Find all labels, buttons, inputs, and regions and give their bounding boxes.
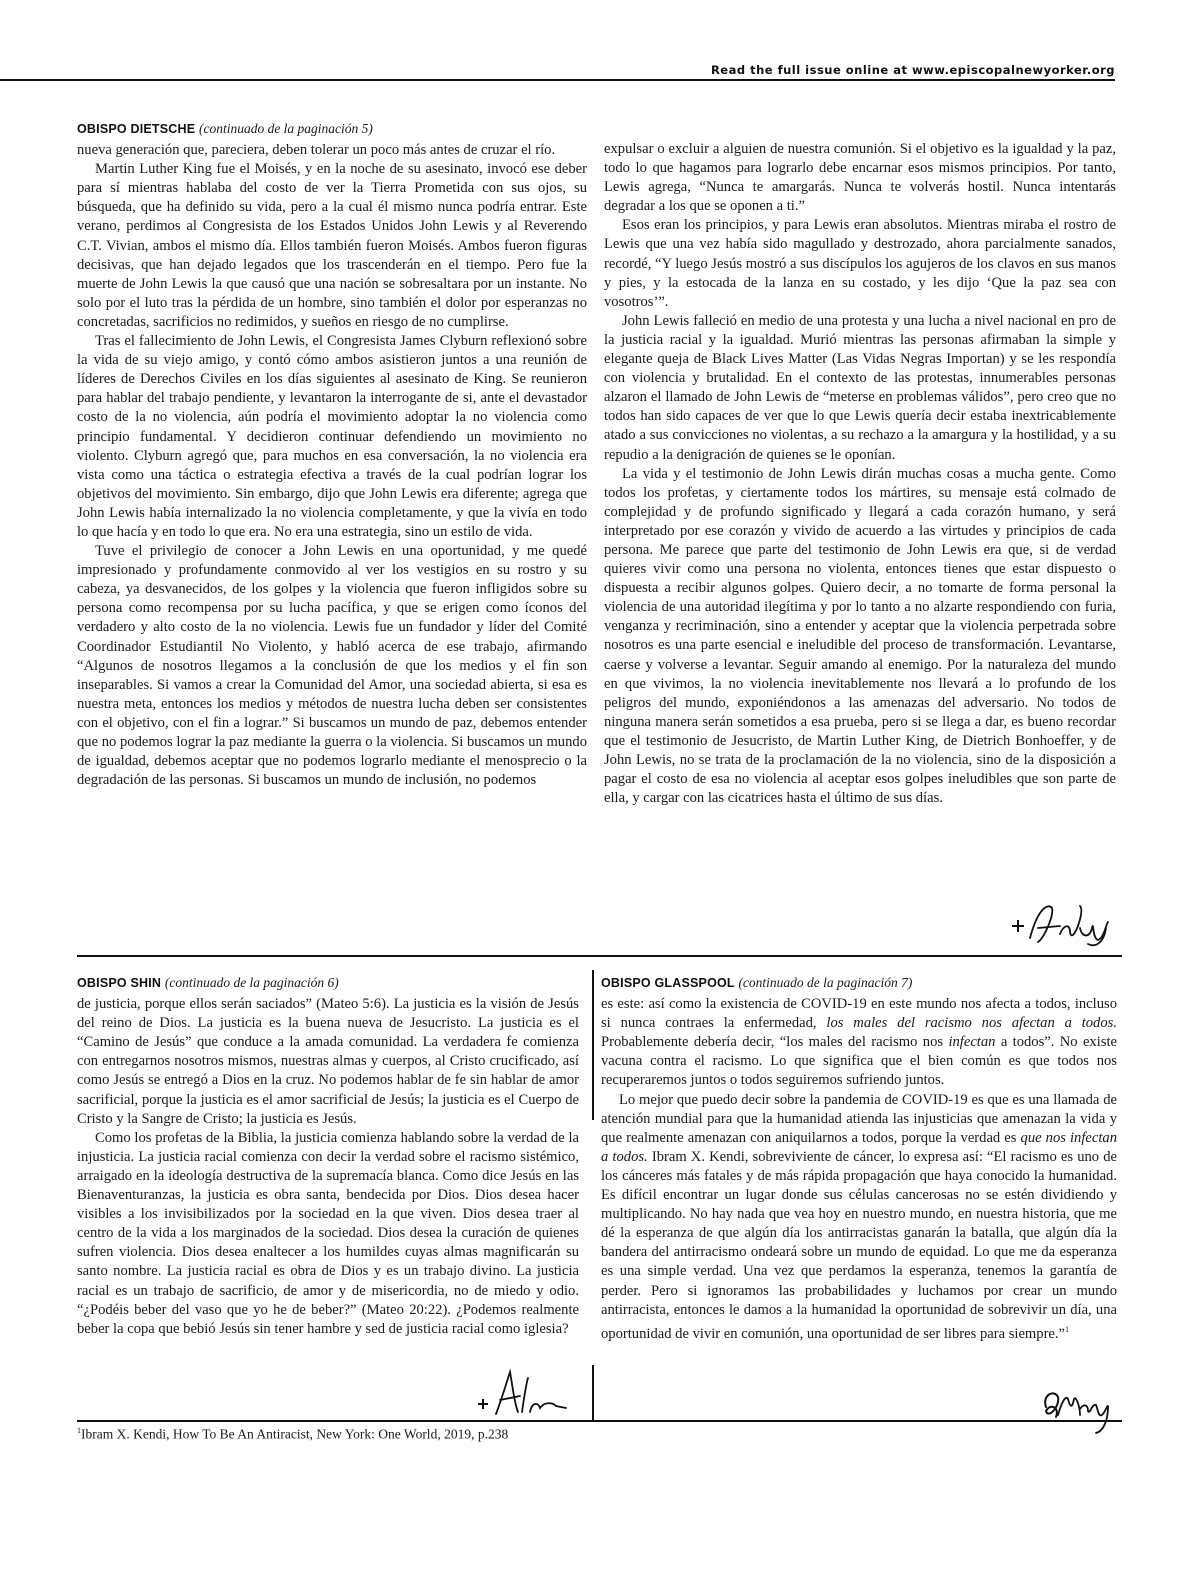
paragraph: Tuve el privilegio de conocer a John Lewis en una oportunidad, y me quedé impresionado y profundamente conmovido al ver los vestigios en su rostro y su cabeza, ya desvanecidos, de los golpes y la violencia que fueron infligidos sobre su persona como recompensa por su lucha pacífica, y que se erigen como íconos del verdadero y alto costo de la no violencia. Lewis fue un fundador y líder del Comité Coordinador Estudiantil No Violento, y habló acerca de ese trabajo, afirmando “Algunos de nosotros llegamos a la conclusión de que los medios y el fin son inseparables. Si vamos a crear la Comunidad del Amor, una sociedad abierta, si esa es nuestra meta, entonces los medios y métodos de nuestra lucha deben ser consistentes con el objetivo, con el fin a lograr.” Si buscamos un mundo de paz, debemos entender que no podemos lograr la paz mediante la guerra o la violencia. Si buscamos un mundo de igualdad, debemos aceptar que no podemos lograrlo mediante el menosprecio o la degradación de las personas. Si buscamos un mundo de inclusión, no podemos <box>77 543 587 789</box>
shin-column <box>77 973 579 1339</box>
dietsche-right-column <box>604 140 1116 808</box>
header-rule <box>0 79 1115 81</box>
paragraph: Como los profetas de la Biblia, la justicia comienza hablando sobre la verdad de la injusticia. La justicia racial comienza con decir la verdad sobre el racismo sistémico, arraigado en la ideología destructiva de la supremacía blanca. Como dice Jesús en las Bienaventuranzas, la justicia es obra santa, bendecida por Dios. Dios desea hacer visibles a los invisibilizados por la sociedad en la que viven. Dios desea traer al centro de la vida a los marginados de la sociedad. Dios desea la curación de quienes sufren violencia. Dios desea enaltecer a los humildes cuyas almas magnificarán su santo nombre. La justicia racial es obra de Dios y es un trabajo divino. La justicia racial es un trabajo de sacrificio, de amor y de misericordia, no de miedo y odio. “¿Podéis beber del vaso que yo he de beber?” (Mateo 20:22). ¿Podemos realmente beber la copa que bebió Jesús sin tener hambre y sed de justicia racial como iglesia? <box>77 1129 579 1337</box>
paragraph: de justicia, porque ellos serán saciados” (Mateo 5:6). La justicia es la visión de Jesús del reino de Dios. La justicia es la buena nueva de Jesucristo. La justicia es el “Camino de Jesús” que conduce a la amada comunidad. La verdadera fe comienza con entregarnos nosotros mismos, nuestras almas y cuerpos, al Cristo crucificado, así como Jesús se entregó a Dios en la cruz. No podemos hablar de fe sin hablar de amor sacrificial, porque la justicia es el amor sacrificial de Jesús; la justicia es el Cuerpo de Cristo y la Sangre de Cristo; la justicia es Jesús. <box>77 996 579 1127</box>
dietsche-continued: (continuado de la paginación 5) <box>198 121 373 136</box>
allen-signature <box>474 1368 569 1418</box>
shin-heading: OBISPO SHIN <box>77 976 162 990</box>
paragraph: nueva generación que, pareciera, deben tolerar un poco más antes de cruzar el río. <box>77 142 556 159</box>
paragraph: Martin Luther King fue el Moisés, y en la noche de su asesinato, invocó ese deber para sí mientras hablaba del costo de ver la Tierra Prometida con sus ojos, su búsqueda, que ha definido su vida, pero a la cual él mismo nunca podría entrar. Este verano, perdimos al Congresista de los Estados Unidos John Lewis y al Reverendo C.T. Vivian, ambos el mismo día. Ellos también fueron Moisés. Ambos fueron figuras decisivas, que han dejado legados que los trascenderán en el tiempo. Pero fue la muerte de John Lewis la que causó que una nación se sobresaltara por un instante. No solo por el luto tras la pérdida de un hombre, sino también el dolor por esperanzas no concretadas, sacrificios no redimidos, y sueños en riesgo de no cumplirse. <box>77 161 587 330</box>
paragraph: es este: así como la existencia de COVID-19 en este mundo nos afecta a todos, incluso si nunca contraes la enfermedad, los males del racismo nos afectan a todos. Probablemente debería decir, “los males del racismo nos infectan a todos”. No existe vacuna contra el racismo. Lo que significa que el bien común es que todos nos recuperaremos juntos o todos seguiremos sufriendo juntos. <box>601 996 1117 1089</box>
andy-signature <box>1008 898 1118 948</box>
mary-signature <box>1040 1385 1115 1435</box>
glasspool-heading: OBISPO GLASSPOOL <box>601 976 735 990</box>
paragraph: Esos eran los principios, y para Lewis eran absolutos. Mientras miraba el rostro de Lewis que una vez había sido magullado y destrozado, ahora parcialmente sanados, recordé, “Y luego Jesús mostró a sus discípulos los agujeros de los clavos en sus manos y pies, y la estocada de la lanza en su costado, y les dijo ‘Que la paz sea con vosotros’”. <box>604 217 1116 310</box>
dietsche-heading: OBISPO DIETSCHE <box>77 122 196 136</box>
footnote-rule <box>77 1420 1122 1422</box>
paragraph: Lo mejor que puedo decir sobre la pandemia de COVID-19 es que es una llamada de atención mundial para que la humanidad atienda las injusticias que amenazan la vida y que realmente amenazan con aniquilarnos a todos, porque la verdad es que nos infectan a todos. Ibram X. Kendi, sobreviviente de cáncer, lo expresa así: “El racismo es uno de los cánceres más fatales y de más rápida propagación que haya conocido la humanidad. Es difícil encontrar un lugar donde sus células cancerosas no se estén dividiendo y multiplicando. No hay nada que vea hoy en nuestro mundo, en nuestra historia, que me dé la esperanza de que algún día los antirracistas ganarán la batalla, que algún día la bandera del antirracismo ondeará sobre un mundo de equidad. Lo que me da esperanza es una simple verdad. Una vez que perdamos la esperanza, tenemos la garantía de perder. Pero si ignoramos las probabilidades y luchamos por crear un mundo antirracista, entonces le damos a la humanidad la oportunidad de sobrevivir un día, una oportunidad de vivir en comunión, una oportunidad de ser libres para siempre.”$^1$ <box>601 1091 1117 1342</box>
column-divider <box>592 1365 594 1421</box>
footnote <box>77 1426 508 1443</box>
section-divider <box>77 955 1122 957</box>
shin-continued: (continuado de la paginación 6) <box>164 975 339 990</box>
footnote-text: Ibram X. Kendi, How To Be An Antiracist, New York: One World, 2019, p.238 <box>81 1426 509 1442</box>
footnote-number: 1 <box>77 1426 81 1435</box>
glasspool-column <box>601 973 1117 1344</box>
paragraph: John Lewis falleció en medio de una protesta y una lucha a nivel nacional en pro de la justicia racial y la igualdad. Murió mientras las personas afirmaban la simple y elegante queja de Black Lives Matter (Las Vidas Negras Importan) y se les respondía con violencia y brutalidad. En el contexto de las protestas, innumerables personas alzaron el llamado de John Lewis de “meterse en problemas válidos”, pero creo que no todos han sido capaces de ver que lo que Lewis quería decir estaba inextricablemente atado a sus convicciones no violentas, a su rechazo a la amargura y la hostilidad, y a su repudio a la denigración de quienes se le oponían. <box>604 312 1116 463</box>
glasspool-continued: (continuado de la paginación 7) <box>738 975 913 990</box>
paragraph: Tras el fallecimiento de John Lewis, el Congresista James Clyburn reflexionó sobre la vida de su viejo amigo, y contó cómo ambos asistieron juntos a una reunión de líderes de Derechos Civiles en los días siguientes al asesinato de King. Se reunieron para hablar del trabajo pendiente, y levantaron la interrogante de si, ante el devastador costo de la no violencia, aún podría el movimiento adoptar la no violencia como principio fundamental. Y decidieron continuar defendiendo un movimiento no violento. Clyburn agregó que, para muchos en esa conversación, la no violencia era vista como una táctica o estrategia efectiva a través de la cual podrían lograr los objetivos del movimiento. Sin embargo, dijo que John Lewis era diferente; agrega que John Lewis había internalizado la no violencia completamente, y que la vivía en todo lo que hacía y en todo lo que era. No era una estrategia, sino un estilo de vida. <box>77 333 587 540</box>
website-link[interactable]: Read the full issue online at www.episcopalnewyorker.org <box>710 63 1115 77</box>
paragraph: La vida y el testimonio de John Lewis dirán muchas cosas a mucha gente. Como todos los profetas, y ciertamente todos los mártires, su mensaje está colmado de complejidad y de profundo significado y llegará a cada corazón humano, y será interpretado por ese corazón y vivido de acuerdo a las virtudes y principios de cada persona. Me parece que parte del testimonio de John Lewis era que, si de verdad quieres vivir como una persona no violenta, entonces tienes que estar dispuesto o dispuesta a recibir algunos golpes. Quiero decir, a no tomarte de forma personal la violencia de una autoridad ilegítima y por lo tanto a no alzarte respondiendo con furia, venganza y recriminación, sino a entender y aceptar que la violencia perpetrada sobre nosotros es una parte esencial e ineludible del proceso de transformación. Levantarse, caerse y volverse a levantar. Seguir amando al enemigo. Por la naturaleza del mundo en que vivimos, la no violencia inevitablemente nos llevará a lo profundo de los peligros del mundo, exponiéndonos a las amenazas del adversario. No todos de ninguna manera serán sometidos a esa prueba, pero si se llega a dar, es bueno recordar que el testimonio de Jesucristo, de Martin Luther King, de Dietrich Bonhoeffer, y de John Lewis, no se trata de la proclamación de la no violencia, sino de la disposición a pagar el costo de esa no violencia al aceptar esos golpes ineludibles que son parte de ella, y cargar con las cicatrices hasta el último de sus días. <box>604 465 1116 807</box>
column-divider <box>592 970 594 1120</box>
paragraph: expulsar o excluir a alguien de nuestra comunión. Si el objetivo es la igualdad y la paz, todo lo que hagamos para lograrlo debe encarnar esos mismos principios. Por tanto, Lewis agrega, “Nunca te amargarás. Nunca te volverás hostil. Nunca intentarás degradar a los que se oponen a ti.” <box>604 141 1116 215</box>
footnote-marker[interactable]: 1 <box>1065 1324 1070 1334</box>
dietsche-left-column <box>77 119 587 790</box>
